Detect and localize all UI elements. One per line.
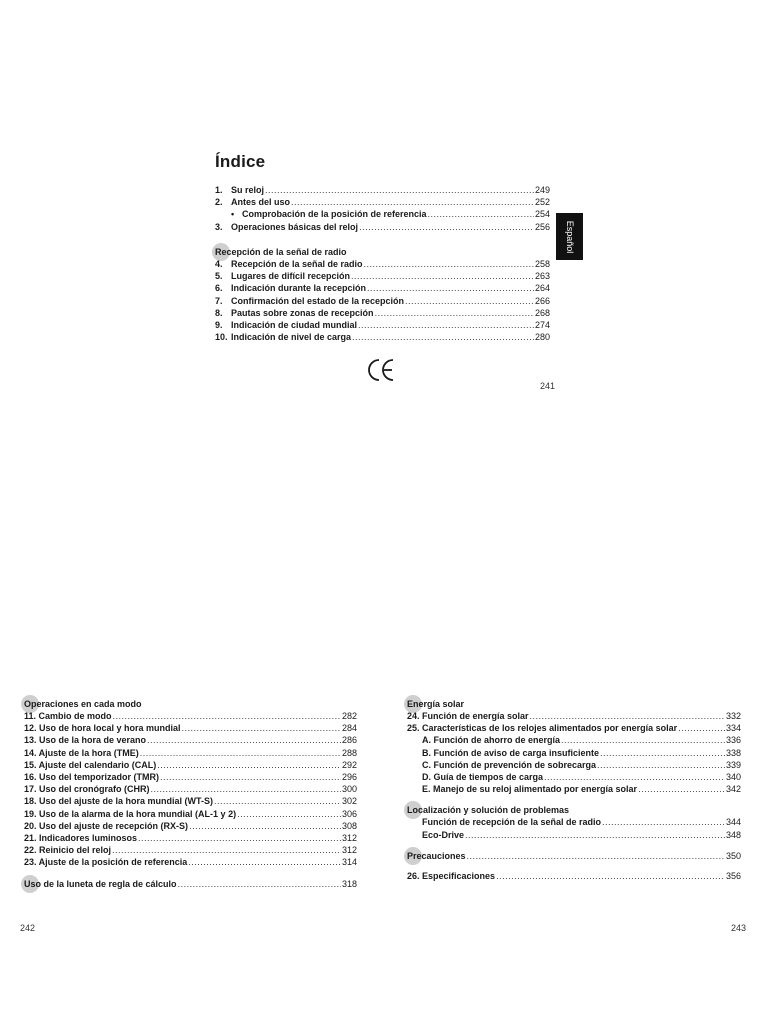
toc-entry[interactable] xyxy=(407,784,741,796)
toc-entry-page: 332 xyxy=(725,711,741,721)
toc-entry-label: 11. Cambio de modo xyxy=(24,711,112,721)
toc-entry-label: 23. Ajuste de la posición de referencia xyxy=(24,857,188,868)
toc-entry-page: 258 xyxy=(534,259,550,269)
toc-entry-page: 254 xyxy=(534,209,550,220)
toc-entry-label: C. Función de prevención de sobrecarga xyxy=(422,759,597,770)
toc-entry-page: 274 xyxy=(534,319,550,330)
toc-entry[interactable] xyxy=(215,209,550,221)
toc-entry-number: 8. xyxy=(215,307,223,318)
toc-entry-label: 17. Uso del cronógrafo (CHR) xyxy=(24,784,150,795)
toc-entry-label: Indicación de nivel de carga xyxy=(231,332,352,343)
toc-entry-page: 282 xyxy=(341,711,357,721)
toc-entry-page: 256 xyxy=(534,221,550,232)
page-number: 243 xyxy=(731,923,747,933)
toc-entry-label: Operaciones básicas del reloj xyxy=(231,221,359,232)
toc-entry[interactable] xyxy=(215,332,550,344)
toc-entry[interactable] xyxy=(215,320,550,332)
toc-entry[interactable] xyxy=(407,735,741,747)
toc-entry[interactable] xyxy=(215,283,550,295)
toc-entry-label: 26. Especificaciones xyxy=(407,870,496,881)
toc-entry-number: 6. xyxy=(215,283,223,294)
toc-entry[interactable] xyxy=(215,222,550,234)
toc-entry-page: 338 xyxy=(725,747,741,758)
toc-entry-page: 350 xyxy=(725,850,741,861)
language-tab xyxy=(556,213,583,260)
toc-entry-label: 14. Ajuste de la hora (TME) xyxy=(24,747,139,758)
toc-entry[interactable] xyxy=(24,879,357,891)
toc-entry-page: 302 xyxy=(341,796,357,807)
toc-entry[interactable] xyxy=(215,259,550,271)
toc-entry-label: Pautas sobre zonas de recepción xyxy=(231,307,374,318)
section-heading: Energía solar xyxy=(407,699,741,711)
ce-mark-icon xyxy=(366,355,396,385)
toc-entry-bullet: • xyxy=(231,209,235,220)
toc-entry-page: 268 xyxy=(534,307,550,318)
toc-entry[interactable] xyxy=(407,723,741,735)
toc-entry-page: 266 xyxy=(534,295,550,306)
toc-entry-label: B. Función de aviso de carga insuficiente xyxy=(422,747,600,758)
toc-entry-number: 4. xyxy=(215,259,223,269)
toc-entry[interactable] xyxy=(24,833,357,845)
toc-entry-page: 264 xyxy=(534,283,550,294)
toc-entry-number: 2. xyxy=(215,197,223,208)
toc-entry-page: 306 xyxy=(341,808,357,819)
toc-entry-label: 19. Uso de la alarma de la hora mundial (AL-1 y 2) xyxy=(24,808,237,819)
toc-entry-number: 5. xyxy=(215,271,223,282)
toc-entry-label: Precauciones xyxy=(407,850,466,861)
toc-entry-page: 312 xyxy=(341,832,357,843)
toc-entry[interactable] xyxy=(215,271,550,283)
toc-entry-page: 344 xyxy=(725,817,741,828)
toc-entry-label: 13. Uso de la hora de verano xyxy=(24,735,147,746)
toc-entry-label: Eco-Drive xyxy=(422,829,465,840)
toc-entry-page: 286 xyxy=(341,735,357,746)
toc-entry-label: Antes del uso xyxy=(231,197,291,208)
toc-entry-label: E. Manejo de su reloj alimentado por energía solar xyxy=(422,784,638,795)
toc-entry-page: 280 xyxy=(534,332,550,343)
toc-entry-label: 12. Uso de hora local y hora mundial xyxy=(24,723,181,734)
toc-entry-label: Lugares de difícil recepción xyxy=(231,271,351,282)
toc-entry-page: 292 xyxy=(341,759,357,770)
toc-entry-page: 318 xyxy=(341,879,357,890)
toc-entry-page: 249 xyxy=(534,185,550,195)
toc-entry[interactable] xyxy=(24,784,357,796)
toc-entry-label: Recepción de la señal de radio xyxy=(231,259,363,269)
toc-entry-number: 3. xyxy=(215,221,223,232)
toc-entry-label: 16. Uso del temporizador (TMR) xyxy=(24,771,160,782)
toc-entry[interactable] xyxy=(24,821,357,833)
toc-top-group-1 xyxy=(215,185,550,234)
toc-entry-label: Comprobación de la posición de referencia xyxy=(242,209,427,220)
toc-entry-label: 20. Uso del ajuste de recepción (RX-S) xyxy=(24,820,189,831)
toc-entry[interactable] xyxy=(24,772,357,784)
toc-entry-label: 25. Características de los relojes alimentados por energía solar xyxy=(407,723,678,734)
toc-entry[interactable] xyxy=(407,711,741,723)
toc-entry-page: 284 xyxy=(341,723,357,734)
toc-entry-label: D. Guía de tiempos de carga xyxy=(422,771,544,782)
toc-entry[interactable] xyxy=(24,845,357,857)
toc-entry[interactable] xyxy=(24,748,357,760)
toc-entry[interactable] xyxy=(215,308,550,320)
toc-entry-page: 300 xyxy=(341,784,357,795)
toc-entry-page: 308 xyxy=(341,820,357,831)
toc-entry[interactable] xyxy=(215,296,550,308)
toc-entry-label: 21. Indicadores luminosos xyxy=(24,832,138,843)
toc-entry[interactable] xyxy=(215,197,550,209)
page-number: 241 xyxy=(540,381,556,391)
toc-entry-label: Indicación de ciudad mundial xyxy=(231,319,358,330)
toc-right-column xyxy=(407,699,741,883)
toc-entry-page: 252 xyxy=(534,197,550,208)
toc-entry[interactable] xyxy=(407,817,741,829)
toc-entry-label: Función de recepción de la señal de radio xyxy=(422,817,602,828)
toc-entry-page: 314 xyxy=(341,857,357,868)
toc-entry-label: Uso de la luneta de regla de cálculo xyxy=(24,879,177,890)
toc-entry-number: 9. xyxy=(215,319,223,330)
section-heading: Localización y solución de problemas xyxy=(407,805,741,817)
toc-entry-label: 15. Ajuste del calendario (CAL) xyxy=(24,759,157,770)
toc-entry[interactable] xyxy=(24,796,357,808)
toc-entry[interactable] xyxy=(407,830,741,842)
toc-entry-page: 336 xyxy=(725,735,741,746)
toc-entry-page: 356 xyxy=(725,870,741,881)
toc-entry-number: 10. xyxy=(215,332,228,343)
toc-entry[interactable] xyxy=(407,760,741,772)
toc-entry-label: 22. Reinicio del reloj xyxy=(24,845,112,856)
toc-entry[interactable] xyxy=(407,748,741,760)
toc-entry-page: 342 xyxy=(725,784,741,795)
toc-entry[interactable] xyxy=(215,185,550,197)
toc-entry-label: Confirmación del estado de la recepción xyxy=(231,295,405,306)
page-title: Índice xyxy=(215,152,266,171)
toc-top-group-2 xyxy=(215,247,550,344)
page-number: 242 xyxy=(20,923,36,933)
toc-entry[interactable] xyxy=(24,857,357,869)
toc-entry-page: 288 xyxy=(341,747,357,758)
toc-entry-label: Su reloj xyxy=(231,185,265,195)
toc-entry-label: 18. Uso del ajuste de la hora mundial (WT-S) xyxy=(24,796,214,807)
toc-entry[interactable] xyxy=(24,760,357,772)
toc-entry-page: 334 xyxy=(725,723,741,734)
toc-entry[interactable] xyxy=(24,809,357,821)
toc-entry-label: A. Función de ahorro de energía xyxy=(422,735,561,746)
toc-entry-label: Indicación durante la recepción xyxy=(231,283,367,294)
toc-entry-page: 263 xyxy=(534,271,550,282)
toc-entry-label: 24. Función de energía solar xyxy=(407,711,529,721)
section-heading: Recepción de la señal de radio xyxy=(215,247,550,259)
toc-entry[interactable] xyxy=(24,711,357,723)
toc-entry-page: 348 xyxy=(725,829,741,840)
language-tab-label: Español xyxy=(564,220,575,253)
toc-entry-page: 296 xyxy=(341,771,357,782)
toc-entry-page: 312 xyxy=(341,845,357,856)
toc-left-column xyxy=(24,699,357,892)
toc-entry-page: 339 xyxy=(725,759,741,770)
toc-entry[interactable] xyxy=(407,871,741,883)
toc-entry[interactable] xyxy=(407,851,741,863)
section-heading: Operaciones en cada modo xyxy=(24,699,357,711)
toc-entry-number: 7. xyxy=(215,295,223,306)
toc-entry[interactable] xyxy=(407,772,741,784)
toc-entry[interactable] xyxy=(24,735,357,747)
toc-entry-page: 340 xyxy=(725,771,741,782)
toc-entry[interactable] xyxy=(24,723,357,735)
toc-entry-number: 1. xyxy=(215,185,223,195)
